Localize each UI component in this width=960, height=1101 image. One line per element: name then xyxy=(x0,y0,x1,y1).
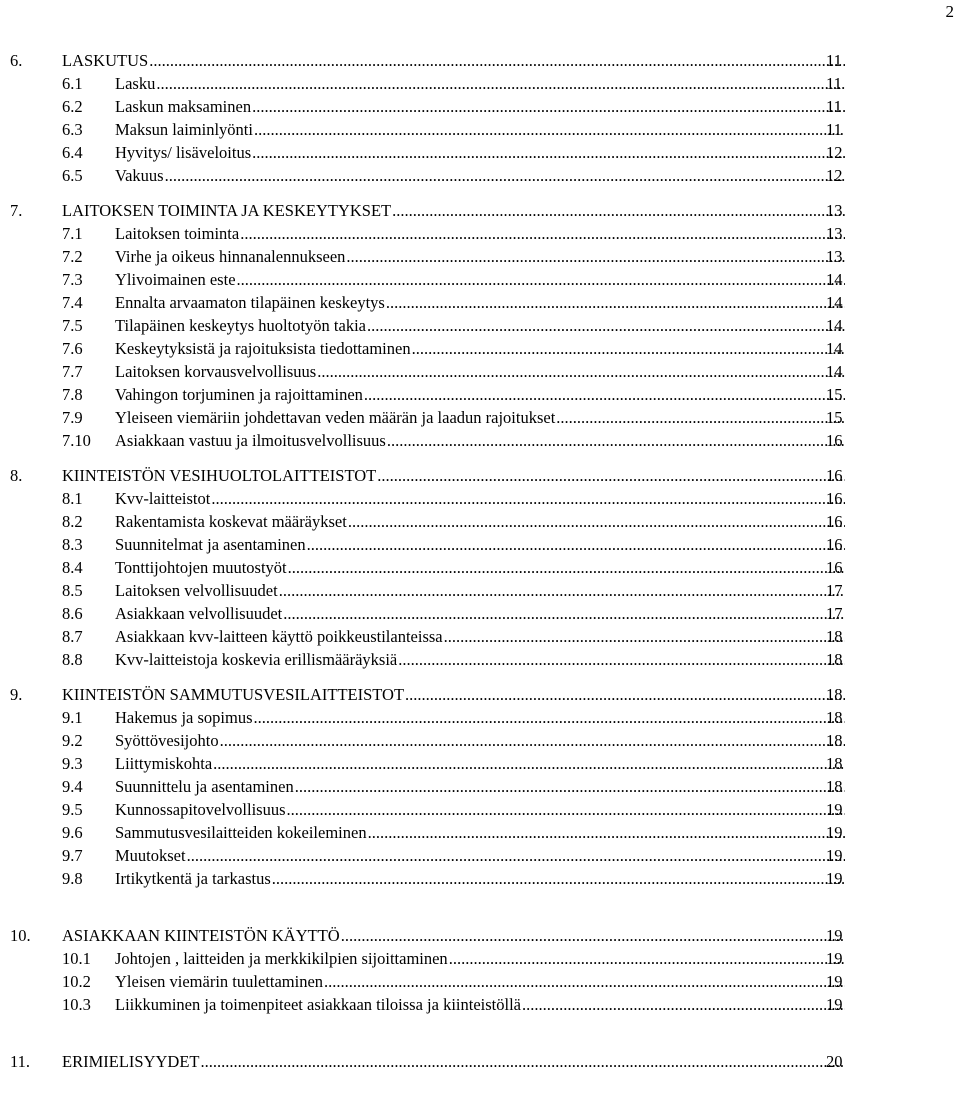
toc-chapter-entry[interactable] xyxy=(0,924,960,947)
dot-leader xyxy=(367,314,845,337)
toc-entry-title[interactable]: ERIMIELISYYDET xyxy=(62,1052,200,1071)
toc-chapter-entry[interactable] xyxy=(0,1050,960,1073)
dot-leader xyxy=(254,118,845,141)
toc-entry-title[interactable]: Muutokset xyxy=(115,846,186,865)
toc-entry-number: 10.3 xyxy=(62,995,91,1014)
toc-entry-number: 7.1 xyxy=(62,224,83,243)
toc-section-entry[interactable] xyxy=(0,821,960,844)
toc-page-number[interactable]: 17 xyxy=(826,581,843,600)
toc-entry-number: 9.5 xyxy=(62,800,83,819)
toc-entry-number: 7.9 xyxy=(62,408,83,427)
toc-entry-title[interactable]: Rakentamista koskevat määräykset xyxy=(115,512,347,531)
toc-section-entry[interactable] xyxy=(0,141,960,164)
toc-page-number[interactable]: 18 xyxy=(826,708,843,727)
toc-chapter-entry[interactable] xyxy=(0,49,960,72)
dot-leader xyxy=(283,602,845,625)
dot-leader xyxy=(288,556,845,579)
toc-entry-title[interactable]: LASKUTUS xyxy=(62,51,149,70)
toc-entry-title[interactable]: Vakuus xyxy=(115,166,164,185)
toc-entry-number: 6.4 xyxy=(62,143,83,162)
toc-entry-number: 7.6 xyxy=(62,339,83,358)
toc-page-number[interactable]: 19 xyxy=(826,823,843,842)
toc-page-number[interactable]: 18 xyxy=(826,731,843,750)
toc-entry-number: 9. xyxy=(10,685,23,704)
toc-section-entry[interactable] xyxy=(0,798,960,821)
toc-section-entry[interactable] xyxy=(0,245,960,268)
toc-page-number[interactable]: 11 xyxy=(826,74,842,93)
dot-leader xyxy=(272,867,845,890)
dot-leader xyxy=(220,729,845,752)
toc-entry-number: 8.6 xyxy=(62,604,83,623)
toc-entry-title[interactable]: KIINTEISTÖN VESIHUOLTOLAITTEISTOT xyxy=(62,466,377,485)
toc-page-number[interactable]: 19 xyxy=(826,926,843,945)
toc-entry-title[interactable]: Suunnittelu ja asentaminen xyxy=(115,777,294,796)
toc-entry-number: 8. xyxy=(10,466,23,485)
dot-leader xyxy=(368,821,845,844)
dot-leader xyxy=(240,222,845,245)
toc-section-entry[interactable] xyxy=(0,556,960,579)
dot-leader xyxy=(444,625,845,648)
toc-page-number[interactable]: 18 xyxy=(826,777,843,796)
toc-entry-number: 6. xyxy=(10,51,23,70)
toc-entry-title[interactable]: ASIAKKAAN KIINTEISTÖN KÄYTTÖ xyxy=(62,926,340,945)
toc-entry-title[interactable]: Hakemus ja sopimus xyxy=(115,708,253,727)
toc-entry-title[interactable]: Laitoksen korvausvelvollisuus xyxy=(115,362,317,381)
dot-leader xyxy=(295,775,845,798)
toc-page-number[interactable]: 14 xyxy=(826,362,843,381)
toc-entry-number: 7.2 xyxy=(62,247,83,266)
toc-section-entry[interactable] xyxy=(0,360,960,383)
toc-page-number[interactable]: 12 xyxy=(826,166,843,185)
toc-page-number[interactable]: 17 xyxy=(826,604,843,623)
toc-entry-title[interactable]: Maksun laiminlyönti xyxy=(115,120,253,139)
toc-entry-number: 6.5 xyxy=(62,166,83,185)
dot-leader xyxy=(252,141,845,164)
toc-page-number[interactable]: 16 xyxy=(826,558,843,577)
dot-leader xyxy=(211,487,845,510)
toc-page-number[interactable]: 14 xyxy=(826,293,843,312)
toc-section-entry[interactable] xyxy=(0,268,960,291)
toc-entry-number: 9.3 xyxy=(62,754,83,773)
toc-entry-number: 10.2 xyxy=(62,972,91,991)
toc-entry-number: 7.10 xyxy=(62,431,91,450)
toc-section-entry[interactable] xyxy=(0,775,960,798)
toc-entry-number: 9.6 xyxy=(62,823,83,842)
toc-entry-title[interactable]: Kunnossapitovelvollisuus xyxy=(115,800,286,819)
toc-entry-title[interactable]: Tonttijohtojen muutostyöt xyxy=(115,558,287,577)
table-of-contents xyxy=(0,49,960,1073)
toc-entry-title[interactable]: Asiakkaan kvv-laitteen käyttö poikkeustilanteissa xyxy=(115,627,443,646)
toc-entry-number: 7. xyxy=(10,201,23,220)
toc-section-entry[interactable] xyxy=(0,95,960,118)
toc-entry-title[interactable]: Kvv-laitteistoja koskevia erillismääräyksiä xyxy=(115,650,398,669)
toc-section-entry[interactable] xyxy=(0,844,960,867)
toc-section-entry[interactable] xyxy=(0,648,960,671)
toc-page-number[interactable]: 18 xyxy=(826,754,843,773)
toc-entry-number: 7.3 xyxy=(62,270,83,289)
toc-entry-title[interactable]: Lasku xyxy=(115,74,156,93)
dot-leader xyxy=(348,510,845,533)
toc-page-number[interactable]: 15 xyxy=(826,408,843,427)
toc-page-number[interactable]: 13 xyxy=(826,224,843,243)
toc-page-number[interactable]: 18 xyxy=(826,627,843,646)
dot-leader xyxy=(324,970,845,993)
toc-section-entry[interactable] xyxy=(0,222,960,245)
toc-page-number[interactable]: 16 xyxy=(826,489,843,508)
toc-entry-number: 7.5 xyxy=(62,316,83,335)
toc-page-number[interactable]: 19 xyxy=(826,949,843,968)
dot-leader xyxy=(213,752,845,775)
toc-entry-title[interactable]: Vahingon torjuminen ja rajoittaminen xyxy=(115,385,363,404)
dot-leader xyxy=(522,993,845,1016)
dot-leader xyxy=(364,383,845,406)
toc-entry-number: 10.1 xyxy=(62,949,91,968)
toc-page-number[interactable]: 18 xyxy=(826,685,843,704)
toc-page-number[interactable]: 19 xyxy=(826,995,843,1014)
dot-leader xyxy=(279,579,845,602)
toc-section-entry[interactable] xyxy=(0,533,960,556)
toc-entry-number: 6.3 xyxy=(62,120,83,139)
dot-leader xyxy=(254,706,846,729)
dot-leader xyxy=(449,947,845,970)
dot-leader xyxy=(200,1050,845,1073)
toc-section-entry[interactable] xyxy=(0,993,960,1016)
toc-section-entry[interactable] xyxy=(0,487,960,510)
toc-page-number[interactable]: 13 xyxy=(826,247,843,266)
dot-leader xyxy=(398,648,845,671)
toc-entry-title[interactable]: Tilapäinen keskeytys huoltotyön takia xyxy=(115,316,366,335)
toc-section-entry[interactable] xyxy=(0,314,960,337)
toc-entry-number: 10. xyxy=(10,926,31,945)
toc-entry-number: 11. xyxy=(10,1052,31,1071)
dot-leader xyxy=(287,798,845,821)
toc-page-number[interactable]: 19 xyxy=(826,800,843,819)
dot-leader xyxy=(307,533,845,556)
toc-entry-title[interactable]: Virhe ja oikeus hinnanalennukseen xyxy=(115,247,346,266)
toc-page-number[interactable]: 11 xyxy=(826,120,842,139)
toc-entry-title[interactable]: Liikkuminen ja toimenpiteet asiakkaan tiloissa ja kiinteistöllä xyxy=(115,995,521,1014)
dot-leader xyxy=(392,199,845,222)
toc-entry-title[interactable]: LAITOKSEN TOIMINTA JA KESKEYTYKSET xyxy=(62,201,392,220)
toc-entry-title[interactable]: Liittymiskohta xyxy=(115,754,213,773)
toc-entry-number: 8.2 xyxy=(62,512,83,531)
toc-entry-title[interactable]: Laitoksen toiminta xyxy=(115,224,240,243)
toc-entry-number: 9.7 xyxy=(62,846,83,865)
toc-entry-title[interactable]: Johtojen , laitteiden ja merkkikilpien sijoittaminen xyxy=(115,949,448,968)
dot-leader xyxy=(412,337,845,360)
toc-entry-number: 8.1 xyxy=(62,489,83,508)
toc-entry-title[interactable]: KIINTEISTÖN SAMMUTUSVESILAITTEISTOT xyxy=(62,685,405,704)
toc-entry-number: 8.8 xyxy=(62,650,83,669)
dot-leader xyxy=(165,164,845,187)
toc-entry-title[interactable]: Laitoksen velvollisuudet xyxy=(115,581,278,600)
toc-entry-number: 7.8 xyxy=(62,385,83,404)
toc-page-number[interactable]: 20 xyxy=(826,1052,843,1071)
toc-section-entry[interactable] xyxy=(0,752,960,775)
toc-section-entry[interactable] xyxy=(0,947,960,970)
toc-entry-title[interactable]: Ennalta arvaamaton tilapäinen keskeytys xyxy=(115,293,385,312)
toc-page-number[interactable]: 19 xyxy=(826,972,843,991)
toc-entry-title[interactable]: Laskun maksaminen xyxy=(115,97,252,116)
toc-entry-number: 9.1 xyxy=(62,708,83,727)
toc-entry-number: 7.7 xyxy=(62,362,83,381)
toc-section-entry[interactable] xyxy=(0,625,960,648)
toc-entry-title[interactable]: Asiakkaan velvollisuudet xyxy=(115,604,283,623)
toc-entry-title[interactable]: Keskeytyksistä ja rajoituksista tiedottaminen xyxy=(115,339,411,358)
page-number: 2 xyxy=(945,2,954,21)
dot-leader xyxy=(341,924,845,947)
dot-leader xyxy=(556,406,845,429)
toc-chapter-entry[interactable] xyxy=(0,464,960,487)
toc-section-entry[interactable] xyxy=(0,579,960,602)
toc-entry-number: 8.7 xyxy=(62,627,83,646)
toc-page-number[interactable]: 14 xyxy=(826,339,843,358)
toc-section-entry[interactable] xyxy=(0,164,960,187)
dot-leader xyxy=(387,429,845,452)
toc-section-entry[interactable] xyxy=(0,429,960,452)
dot-leader xyxy=(386,291,845,314)
toc-entry-number: 6.2 xyxy=(62,97,83,116)
toc-entry-title[interactable]: Sammutusvesilaitteiden kokeileminen xyxy=(115,823,367,842)
toc-page-number[interactable]: 11 xyxy=(826,51,842,70)
toc-page-number[interactable]: 14 xyxy=(826,316,843,335)
toc-entry-title[interactable]: Hyvitys/ lisäveloitus xyxy=(115,143,252,162)
toc-page-number[interactable]: 19 xyxy=(826,846,843,865)
toc-entry-number: 8.5 xyxy=(62,581,83,600)
dot-leader xyxy=(156,72,845,95)
toc-section-entry[interactable] xyxy=(0,729,960,752)
dot-leader xyxy=(346,245,845,268)
toc-entry-number: 9.2 xyxy=(62,731,83,750)
toc-page-number[interactable]: 14 xyxy=(826,270,843,289)
toc-entry-title[interactable]: Yleiseen viemäriin johdettavan veden määrän ja laadun rajoitukset xyxy=(115,408,556,427)
toc-chapter-entry[interactable] xyxy=(0,683,960,706)
toc-page-number[interactable]: 16 xyxy=(826,512,843,531)
toc-entry-number: 9.8 xyxy=(62,869,83,888)
toc-entry-title[interactable]: Asiakkaan vastuu ja ilmoitusvelvollisuus xyxy=(115,431,386,450)
toc-page-number[interactable]: 11 xyxy=(826,97,842,116)
toc-section-entry[interactable] xyxy=(0,970,960,993)
toc-section-entry[interactable] xyxy=(0,383,960,406)
toc-entry-number: 7.4 xyxy=(62,293,83,312)
toc-section-entry[interactable] xyxy=(0,602,960,625)
toc-page-number[interactable]: 18 xyxy=(826,650,843,669)
toc-page-number[interactable]: 16 xyxy=(826,535,843,554)
toc-section-entry[interactable] xyxy=(0,406,960,429)
toc-entry-number: 6.1 xyxy=(62,74,83,93)
toc-section-entry[interactable] xyxy=(0,337,960,360)
dot-leader xyxy=(237,268,845,291)
toc-page-number[interactable]: 16 xyxy=(826,466,843,485)
toc-section-entry[interactable] xyxy=(0,867,960,890)
dot-leader xyxy=(149,49,845,72)
dot-leader xyxy=(317,360,845,383)
toc-entry-number: 9.4 xyxy=(62,777,83,796)
toc-entry-number: 8.3 xyxy=(62,535,83,554)
toc-entry-title[interactable]: Kvv-laitteistot xyxy=(115,489,211,508)
toc-entry-title[interactable]: Irtikytkentä ja tarkastus xyxy=(115,869,271,888)
toc-page-number[interactable]: 12 xyxy=(826,143,843,162)
toc-entry-title[interactable]: Syöttövesijohto xyxy=(115,731,219,750)
toc-page-number[interactable]: 13 xyxy=(826,201,843,220)
toc-entry-title[interactable]: Suunnitelmat ja asentaminen xyxy=(115,535,306,554)
dot-leader xyxy=(187,844,845,867)
toc-page-number[interactable]: 16 xyxy=(826,431,843,450)
dot-leader xyxy=(405,683,845,706)
toc-entry-title[interactable]: Ylivoimainen este xyxy=(115,270,236,289)
toc-page-number[interactable]: 19 xyxy=(826,869,843,888)
toc-section-entry[interactable] xyxy=(0,72,960,95)
dot-leader xyxy=(252,95,845,118)
toc-section-entry[interactable] xyxy=(0,706,960,729)
toc-section-entry[interactable] xyxy=(0,118,960,141)
toc-section-entry[interactable] xyxy=(0,510,960,533)
toc-entry-title[interactable]: Yleisen viemärin tuulettaminen xyxy=(115,972,324,991)
dot-leader xyxy=(377,464,845,487)
toc-chapter-entry[interactable] xyxy=(0,199,960,222)
toc-section-entry[interactable] xyxy=(0,291,960,314)
toc-entry-number: 8.4 xyxy=(62,558,83,577)
toc-page-number[interactable]: 15 xyxy=(826,385,843,404)
